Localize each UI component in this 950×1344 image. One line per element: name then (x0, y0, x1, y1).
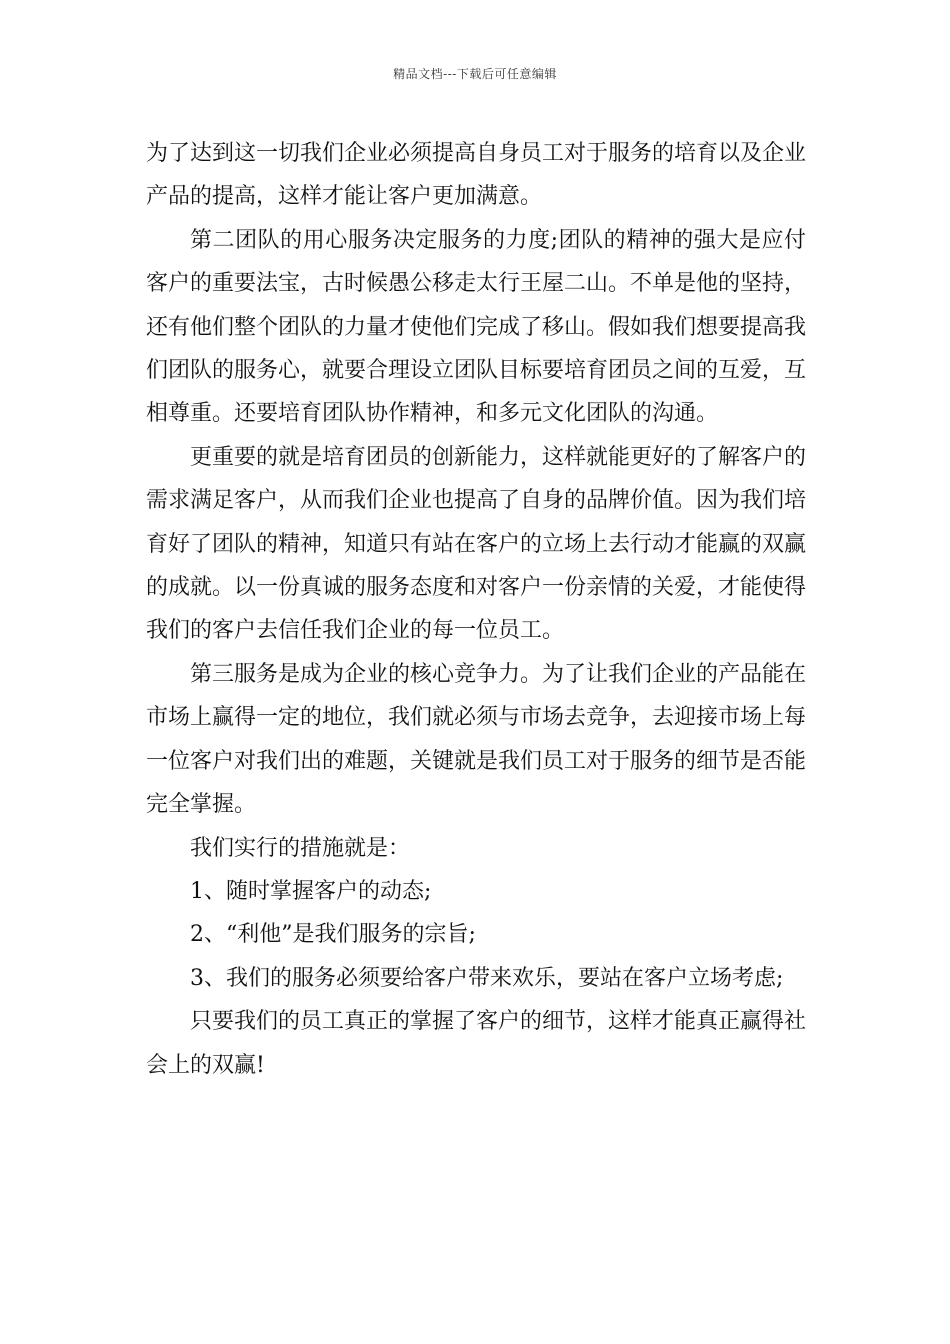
paragraph-2: 第二团队的用心服务决定服务的力度;团队的精神的强大是应付客户的重要法宝，古时候愚公移走太行王屋二山。不单是他的坚持，还有他们整个团队的力量才使他们完成了移山。假如我们想要提高我们团队的服务心，就要合理设立团队目标要培育团员之间的互爱，互相尊重。还要培育团队协作精神，和多元文化团队的沟通。 (146, 227, 807, 427)
paragraph-5: 我们实行的措施就是： (190, 835, 411, 861)
list-item-2: 2、“利他”是我们服务的宗旨; (190, 922, 476, 948)
paragraph-6: 只要我们的员工真正的掌握了客户的细节，这样才能真正赢得社会上的双赢! (146, 1009, 807, 1078)
list-item-3: 3、我们的服务必须要给客户带来欢乐，要站在客户立场考虑; (190, 965, 784, 991)
paragraph-4: 第三服务是成为企业的核心竞争力。为了让我们企业的产品能在市场上赢得一定的地位，我们就必须与市场去竞争，去迎接市场上每一位客户对我们出的难题，关键就是我们员工对于服务的细节是否能完全掌握。 (146, 661, 807, 818)
page-header: 精品文档---下载后可任意编辑 (393, 67, 557, 81)
document-body (146, 132, 806, 1087)
paragraph-1: 为了达到这一切我们企业必须提高自身员工对于服务的培育以及企业产品的提高，这样才能让客户更加满意。 (146, 141, 807, 210)
list-item-1: 1、随时掌握客户的动态; (190, 878, 432, 904)
paragraph-3: 更重要的就是培育团员的创新能力，这样就能更好的了解客户的需求满足客户，从而我们企业也提高了自身的品牌价值。因为我们培育好了团队的精神，知道只有站在客户的立场上去行动才能赢的双赢的成就。以一份真诚的服务态度和对客户一份亲情的关爱，才能使得我们的客户去信任我们企业的每一位员工。 (146, 444, 807, 644)
